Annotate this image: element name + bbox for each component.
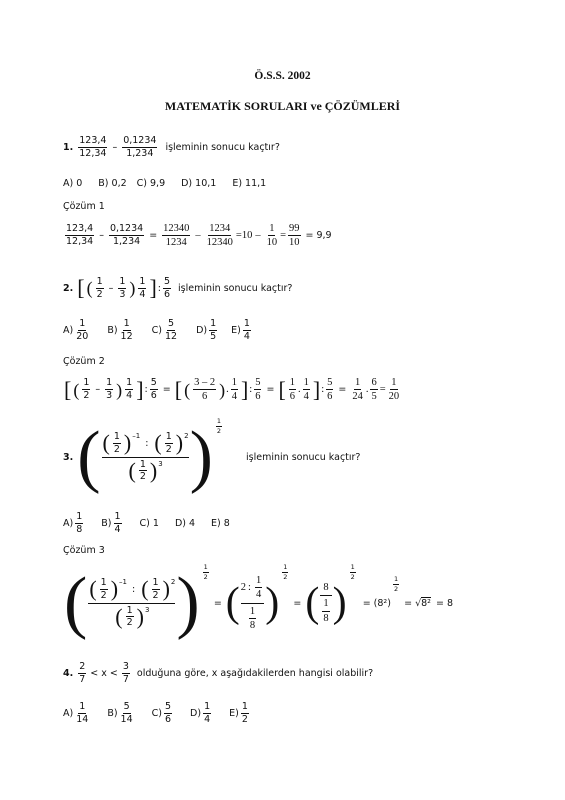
option-c: C) 1: [139, 517, 159, 529]
option-a: A) 1 20: [63, 318, 89, 342]
option-d: D) 1 5: [196, 318, 217, 342]
fraction: 123,4 12,34: [79, 135, 107, 159]
option-a: A) 1 14: [63, 701, 89, 725]
option-a: A) 1 8: [63, 511, 83, 535]
option-d: D) 1 4: [190, 701, 211, 725]
question-text: işleminin sonucu kaçtır?: [165, 141, 280, 153]
option-c: C) 5 6: [151, 701, 172, 725]
question-number: 1.: [63, 141, 74, 153]
answer-options: [63, 319, 269, 342]
question-number: 3.: [63, 451, 74, 463]
option-c: C) 9,9: [136, 178, 166, 189]
option-e: E) 11,1: [232, 178, 267, 189]
option-e: E) 1 2: [229, 701, 248, 725]
answer-options: [63, 702, 267, 725]
question-text: işleminin sonucu kaçtır?: [246, 451, 361, 463]
solution-label: Çözüm 1: [63, 201, 105, 212]
question-text: olduğuna göre, x aşağıdakilerden hangisi olabilir?: [136, 667, 374, 679]
solution-label: Çözüm 2: [63, 356, 105, 367]
option-a: A) 0: [63, 178, 83, 189]
question-4: 4. 2 7 < x < 3 7 olduğuna göre, x aşağıdakilerden hangisi olabilir?: [63, 661, 374, 685]
option-b: B) 0,2: [98, 178, 127, 189]
question-number: 4.: [63, 667, 74, 679]
answer-options: [63, 178, 282, 189]
page-subtitle: MATEMATİK SORULARI ve ÇÖZÜMLERİ: [164, 99, 401, 113]
option-d: D) 4: [174, 517, 196, 529]
page-title: Ö.S.S. 2002: [254, 70, 311, 82]
question-3: 3. ( ( 1 2 ) –1 : ( 1 2 ) 2 ( 1 2 ) 3 ) 1 2 işleminin sonucu kaçtır?: [63, 417, 361, 495]
fraction: 0,1234 1,234: [123, 135, 157, 159]
solution-label: Çözüm 3: [63, 545, 105, 556]
option-b: B) 1 4: [101, 511, 121, 535]
result: = 8: [435, 597, 454, 609]
option-e: E) 1 4: [231, 318, 250, 342]
option-e: E) 8: [211, 517, 230, 529]
solution-2: [ ( 1 2 – 1 3 ) 1 4 ] : $\frac{5}{6}$ = [ ( 3 – 2 6 ) . 1 4 ] : $\frac{5}{6}$ = [ 1 6 . 1 4 ] : $\frac{5}{6}$ = $\frac{1}{24}$ . $\frac{6}{5}$ = $\frac{1}{20}$: [64, 376, 400, 403]
question-number: 2.: [63, 282, 74, 294]
question-2: 2. [ ( 1 2 – 1 3 ) 1 4 ] : 5 6 işleminin sonucu kaçtır?: [63, 275, 293, 301]
solution-3: ( ( 1 2 ) –1 : ( 1 2 ) 2 ( 1 2 ) 3 ) $\frac{1}{2}$ = ( 2 : 1 4 1 8 ) $\frac{1}{2}$ = ( 8 1 8 ) $\frac{1}{2}$ = (8²) $\frac{1}{2}$ = √ 8² = 8: [64, 563, 454, 641]
answer-options: [63, 512, 246, 535]
solution-1: 123,4 12,34 – $\frac{0,1234}{1,234}$ = $\frac{12340}{1234}$ – $\frac{1234}{12340}$ = 10 – $\frac{1}{10}$ = $\frac{99}{10}$ = 9,9: [66, 223, 332, 249]
square-root-icon: √: [415, 597, 422, 609]
question-text: işleminin sonucu kaçtır?: [178, 282, 293, 294]
q3-expression: ( 1 2 ) –1 : ( 1 2 ) 2 ( 1 2 ) 3: [102, 430, 189, 483]
option-c: C) 5 12: [151, 318, 178, 342]
result: 9,9: [316, 230, 332, 242]
option-d: D) 10,1: [181, 178, 217, 189]
question-1: 1. 123,4 12,34 – 0,1234 1,234 işleminin sonucu kaçtır?: [63, 135, 280, 159]
option-b: B) 1 12: [107, 318, 133, 342]
option-b: B) 5 14: [107, 701, 133, 725]
